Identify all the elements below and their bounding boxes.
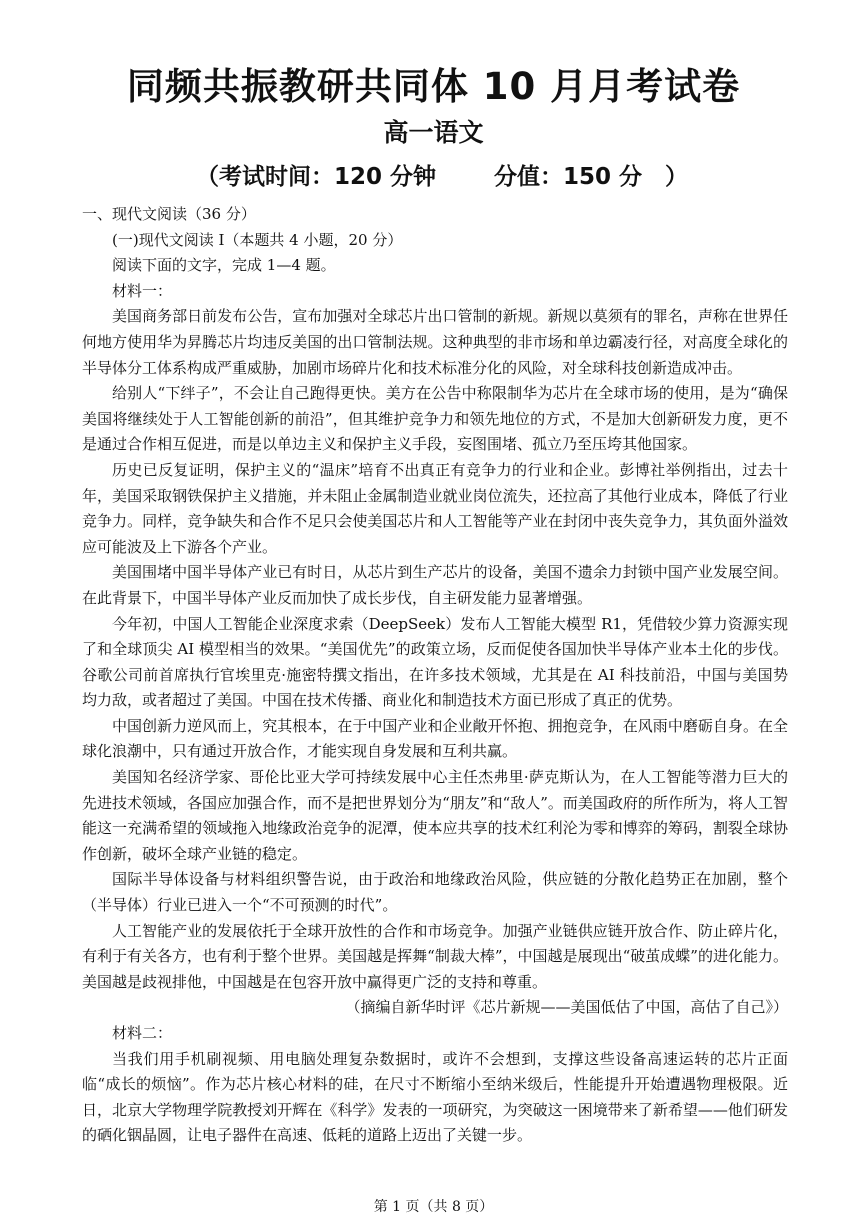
material2-label: 材料二：: [112, 1024, 173, 1042]
paragraph: 美国商务部日前发布公告，宣布加强对全球芯片出口管制的新规。新规以莫须有的罪名，声称在世界任何地方使用华为昇腾芯片均违反美国的出口管制法规。这种典型的非市场和单边霸凌行径，对高度全球化的半导体分工体系构成严重威胁，加剧市场碎片化和技术标准分化的风险，对全球科技创新造成冲击。: [82, 307, 788, 377]
material1-source: （摘编自新华时评《芯片新规——美国低估了中国，高估了自己》）: [345, 998, 788, 1017]
exam-time: （考试时间：120 分钟: [196, 164, 437, 190]
paragraph: 中国创新力逆风而上，究其根本，在于中国产业和企业敞开怀抱、拥抱竞争，在风雨中磨砺自身。在全球化浪潮中，只有通过开放合作，才能实现自身发展和互利共赢。: [82, 716, 788, 761]
page-footer: 第 1 页（共 8 页）: [373, 1199, 494, 1215]
instruction: 阅读下面的文字，完成 1—4 题。: [112, 256, 336, 275]
subject-title: 高一语文: [383, 118, 484, 147]
paragraph: 当我们用手机刷视频、用电脑处理复杂数据时，或许不会想到，支撑这些设备高速运转的芯片正面临“成长的烦恼”。作为芯片核心材料的硅，在尺寸不断缩小至纳米级后，性能提升开始遭遇物理极限。近日，北京大学物理学院教授刘开辉在《科学》发表的一项研究，为突破这一困境带来了新希望——他们研发的硒化铟晶圆，让电子器件在高速、低耗的道路上迈出了关键一步。: [82, 1049, 788, 1145]
material1-label: 材料一：: [112, 281, 173, 300]
exam-title: 同频共振教研共同体 10 月月考试卷: [126, 65, 741, 108]
paragraph: 人工智能产业的发展依托于全球开放性的合作和市场竞争。加强产业链供应链开放合作、防止碎片化，有利于有关各方，也有利于整个世界。美国越是挥舞“制裁大棒”，中国越是展现出“破茧成蝶”的进化能力。美国越是歧视排他，中国越是在包容开放中赢得更广泛的支持和尊重。: [82, 921, 788, 991]
section-heading: 一、现代文阅读（36 分）: [82, 205, 256, 223]
paragraph: 国际半导体设备与材料组织警告说，由于政治和地缘政治风险，供应链的分散化趋势正在加剧，整个（半导体）行业已进入一个“不可预测的时代”。: [82, 870, 788, 915]
paragraph: 美国围堵中国半导体产业已有时日，从芯片到生产芯片的设备，美国不遗余力封锁中国产业发展空间。在此背景下，中国半导体产业反而加快了成长步伐，自主研发能力显著增强。: [82, 563, 788, 607]
sub-heading: (一)现代文阅读 I（本题共 4 小题，20 分）: [112, 230, 403, 249]
reading-content: [82, 202, 788, 1149]
exam-score: 分值：150 分 ）: [494, 164, 689, 190]
exam-info: [196, 158, 716, 191]
paragraph: 给别人“下绊子”，不会让自己跑得更快。美方在公告中称限制华为芯片在全球市场的使用，是为“确保美国将继续处于人工智能创新的前沿”，但其维护竞争力和领先地位的方式，不是加大创新研发力度，更不是通过合作相互促进，而是以单边主义和保护主义手段，妄图围堵、孤立乃至压垮其他国家。: [82, 384, 788, 454]
paragraph: 今年初，中国人工智能企业深度求索（DeepSeek）发布人工智能大模型 R1，凭借较少算力资源实现了和全球顶尖 AI 模型相当的效果。“美国优先”的政策立场，反而促使各国加快半导体产业本土化的步伐。谷歌公司前首席执行官埃里克·施密特撰文指出，在许多技术领域，尤其是在 AI 科技前沿，中国与美国势均力敌，或者超过了美国。中国在技术传播、商业化和制造技术方面已形成了真正的优势。: [82, 614, 788, 710]
paragraph: 历史已反复证明，保护主义的“温床”培育不出真正有竞争力的行业和企业。彭博社举例指出，过去十年，美国采取钢铁保护主义措施，并未阻止金属制造业就业岗位流失，还拉高了其他行业成本，降低了行业竞争力。同样，竞争缺失和合作不足只会使美国芯片和人工智能等产业在封闭中丧失竞争力，其负面外溢效应可能波及上下游各个产业。: [82, 460, 788, 556]
paragraph: 美国知名经济学家、哥伦比亚大学可持续发展中心主任杰弗里·萨克斯认为，在人工智能等潜力巨大的先进技术领域，各国应加强合作，而不是把世界划分为“朋友”和“敌人”。而美国政府的所作所为，将人工智能这一充满希望的领域拖入地缘政治竞争的泥潭，使本应共享的技术红利沦为零和博弈的筹码，割裂全球协作创新，破坏全球产业链的稳定。: [82, 768, 788, 863]
